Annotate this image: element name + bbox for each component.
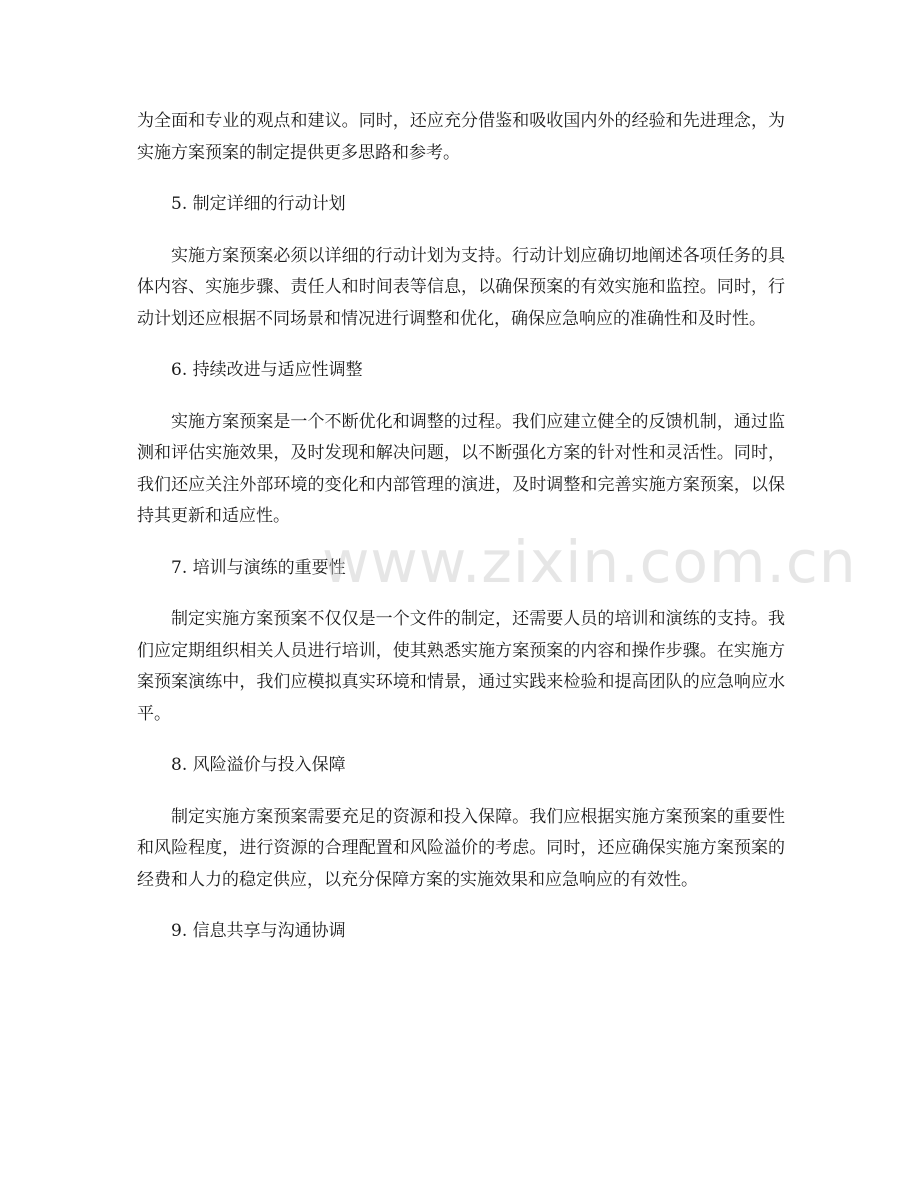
section-heading-8: 8. 风险溢价与投入保障 — [171, 755, 346, 775]
section-heading-6: 6. 持续改进与适应性调整 — [171, 360, 363, 380]
section-heading-9: 9. 信息共享与沟通协调 — [171, 921, 346, 941]
paragraph-continuous-improvement: 实施方案预案是一个不断优化和调整的过程。我们应建立健全的反馈机制，通过监测和评估实施效果，及时发现和解决问题，以不断强化方案的针对性和灵活性。同时，我们还应关注外部环境的变化和内部管理的演进，及时调整和完善实施方案预案，以保持其更新和适应性。 — [137, 411, 785, 526]
section-heading-7: 7. 培训与演练的重要性 — [171, 557, 346, 578]
watermark-logo: www.zixin.com.cn — [322, 528, 857, 596]
document-body — [137, 106, 785, 948]
paragraph-continuation: 为全面和专业的观点和建议。同时，还应充分借鉴和吸收国内外的经验和先进理念，为实施方案预案的制定提供更多思路和参考。 — [137, 111, 785, 163]
section-heading-5: 5. 制定详细的行动计划 — [171, 194, 346, 214]
paragraph-training-drills: 制定实施方案预案不仅仅是一个文件的制定，还需要人员的培训和演练的支持。我们应定期组织相关人员进行培训，使其熟悉实施方案预案的内容和操作步骤。在实施方案预案演练中，我们应模拟真实环境和情景，通过实践来检验和提高团队的应急响应水平。 — [137, 609, 785, 724]
paragraph-risk-investment: 制定实施方案预案需要充足的资源和投入保障。我们应根据实施方案预案的重要性和风险程度，进行资源的合理配置和风险溢价的考虑。同时，还应确保实施方案预案的经费和人力的稳定供应，以充分保障方案的实施效果和应急响应的有效性。 — [137, 806, 785, 890]
paragraph-action-plan: 实施方案预案必须以详细的行动计划为支持。行动计划应确切地阐述各项任务的具体内容、实施步骤、责任人和时间表等信息，以确保预案的有效实施和监控。同时，行动计划还应根据不同场景和情况进行调整和优化，确保应急响应的准确性和及时性。 — [137, 245, 785, 329]
